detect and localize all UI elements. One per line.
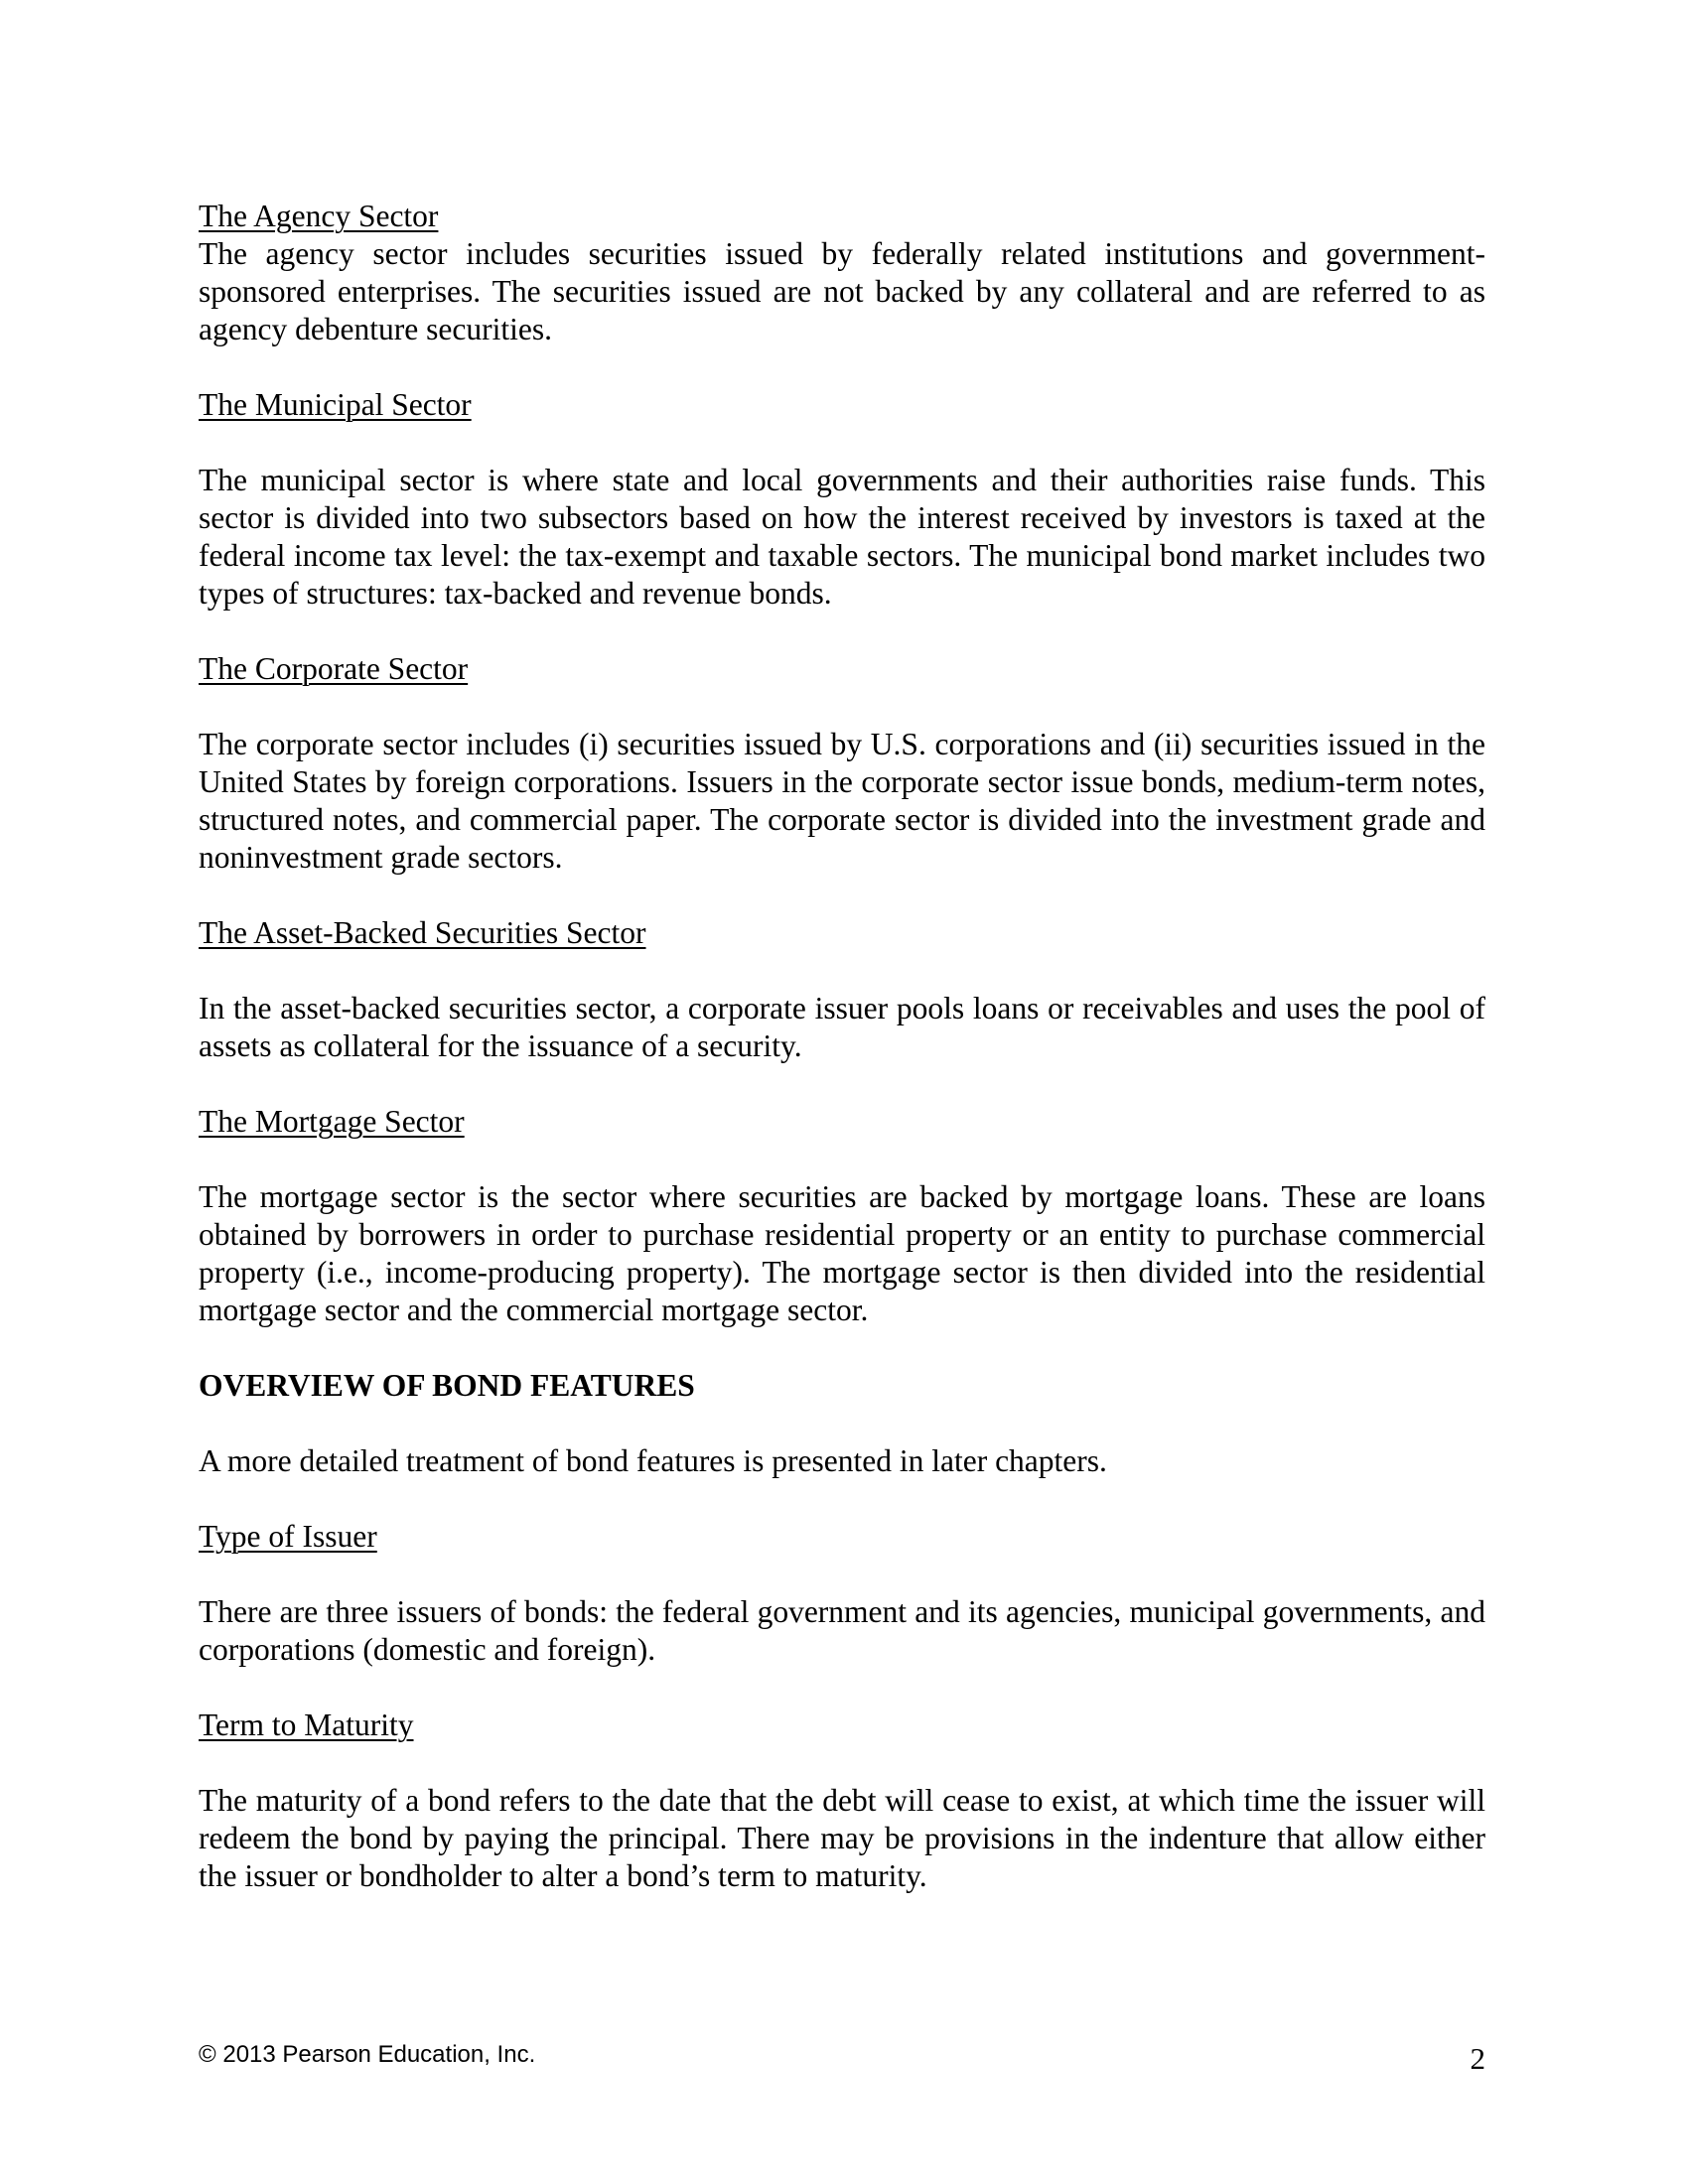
copyright-notice: © 2013 Pearson Education, Inc. [199,2041,536,2068]
section-heading: The Municipal Sector [199,387,472,422]
subsection-heading-type-of-issuer: Type of Issuer [199,1519,377,1554]
section-corporate [199,650,1485,877]
section-municipal [199,386,1485,613]
section-heading: The Asset-Backed Securities Sector [199,915,646,950]
section-heading: The Agency Sector [199,199,439,233]
section-asset-backed [199,914,1485,1065]
subsection-body-type-of-issuer: There are three issuers of bonds: the federal government and its agencies, municipal governments, and corporations (domestic and foreign). [199,1594,1485,1667]
section-body: The municipal sector is where state and local governments and their authorities raise funds. This sector is divided into two subsectors based on how the interest received by investors is taxed at the federal income tax level: the tax-exempt and taxable sectors. The municipal bond market includes two types of structures: tax-backed and revenue bonds. [199,463,1485,611]
section-heading: The Corporate Sector [199,651,469,686]
page-footer [199,2035,1485,2075]
section-body: The agency sector includes securities issued by federally related institutions and government-sponsored enterprises. The securities issued are not backed by any collateral and are referred to as agency debenture securities. [199,236,1485,346]
section-body: The corporate sector includes (i) securities issued by U.S. corporations and (ii) securities issued in the United States by foreign corporations. Issuers in the corporate sector issue bonds, medium-term notes, structured notes, and commercial paper. The corporate sector is divided into the investment grade and noninvestment grade sectors. [199,727,1485,875]
section-heading: The Mortgage Sector [199,1104,465,1139]
section-mortgage [199,1103,1485,1329]
subsection-body-term-to-maturity: The maturity of a bond refers to the date that the debt will cease to exist, at which time the issuer will redeem the bond by paying the principal. There may be provisions in the indenture that allow either the issuer or bondholder to alter a bond’s term to maturity. [199,1783,1485,1893]
section-overview [199,1367,1485,1895]
overview-intro: A more detailed treatment of bond features is presented in later chapters. [199,1443,1107,1478]
overview-title: OVERVIEW OF BOND FEATURES [199,1368,695,1403]
section-body: In the asset-backed securities sector, a corporate issuer pools loans or receivables and uses the pool of assets as collateral for the issuance of a security. [199,991,1485,1063]
subsection-heading-term-to-maturity: Term to Maturity [199,1707,414,1742]
page-number: 2 [1470,2041,1485,2076]
section-body: The mortgage sector is the sector where securities are backed by mortgage loans. These are loans obtained by borrowers in order to purchase residential property or an entity to purchase commercial property (i.e., income-producing property). The mortgage sector is then divided into the residential mortgage sector and the commercial mortgage sector. [199,1179,1485,1327]
document-page [199,198,1485,1933]
section-agency [199,198,1485,348]
